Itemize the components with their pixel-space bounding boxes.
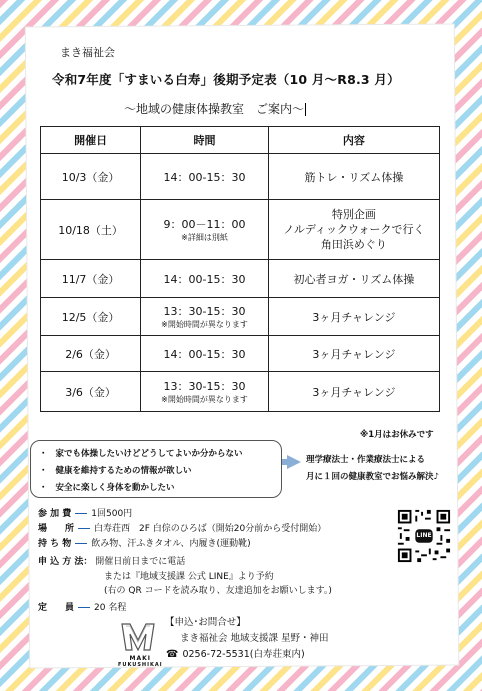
table-row <box>41 154 440 200</box>
table-row <box>41 260 440 298</box>
fee-row <box>38 506 132 519</box>
time-value: 14：00-15：30 <box>163 170 246 184</box>
logo-line: FUKUSHIKAI <box>118 662 163 668</box>
content-line: 特別企画 <box>331 208 376 221</box>
list-item <box>39 481 175 493</box>
solution-line: 月に１回の健康教室でお悩み解決♪ <box>306 472 439 482</box>
bullet-icon: ・ <box>39 466 48 476</box>
place-label: 場 所 <box>38 524 75 534</box>
concerns-bubble <box>30 440 282 498</box>
underline-mark <box>78 528 90 529</box>
content-line: 角田浜めぐり <box>320 238 387 251</box>
time-value: 14：00-15：30 <box>163 272 246 286</box>
content-line: 3ヶ月チャレンジ <box>312 310 396 324</box>
content-line: 筋トレ・リズム体操 <box>304 170 404 184</box>
content-cell <box>268 372 439 412</box>
logo-line: MAKI <box>129 655 152 662</box>
schedule-table <box>40 126 440 412</box>
apply-line-2: または『地域支援課 公式 LINE』より予約 <box>104 572 274 582</box>
apply-row <box>38 554 185 567</box>
place-value: 白寿荘西 2F 白倧のひろば（開始20分前から受付開始） <box>94 524 327 534</box>
concern-text: 安全に楽しく身体を動かしたい <box>55 483 175 493</box>
time-cell <box>141 298 269 336</box>
date-cell: 11/7（金） <box>41 260 141 298</box>
contact-phone-row <box>166 646 305 660</box>
solution-line: 理学療法士・作業療法士による <box>306 455 426 465</box>
time-cell <box>141 260 269 298</box>
time-note: ※開始時間が異なります <box>161 395 248 404</box>
table-row <box>41 200 440 260</box>
date-cell: 2/6（金） <box>41 336 141 372</box>
arrow-right-icon <box>287 455 301 469</box>
contact-heading: 【申込･お問合せ】 <box>165 617 246 628</box>
capacity-row <box>38 600 126 613</box>
fee-value: 1回500円 <box>91 509 133 519</box>
content-cell <box>268 298 439 336</box>
content-cell <box>268 260 439 298</box>
time-value: 14：00-15：30 <box>163 347 246 361</box>
time-value: 13：30-15：30 <box>163 380 246 393</box>
underline-mark <box>75 543 87 544</box>
bullet-icon: ・ <box>39 483 48 493</box>
holiday-note: ※1月はお休みです <box>360 430 434 440</box>
time-cell <box>141 372 269 412</box>
organization-name: まき福祉会 <box>60 46 115 59</box>
maki-logo-icon <box>120 620 156 656</box>
items-row <box>38 536 251 549</box>
solution-note <box>306 452 439 486</box>
underline-mark <box>75 513 87 514</box>
qr-line-label: LINE <box>416 532 432 539</box>
table-row <box>41 372 440 412</box>
content-line: 3ヶ月チャレンジ <box>312 385 396 399</box>
time-cell <box>141 336 269 372</box>
capacity-label: 定 員 <box>38 603 75 613</box>
bullet-icon: ・ <box>39 449 48 459</box>
date-cell: 3/6（金） <box>41 372 141 412</box>
date-cell: 10/18（土） <box>41 200 141 260</box>
phone-icon: ☎ <box>166 649 179 660</box>
page-subtitle-text: 〜地域の健康体操教室 ご案内〜 <box>124 102 305 116</box>
date-cell: 10/3（金） <box>41 154 141 200</box>
apply-label: 申 込 方 法： <box>38 557 93 567</box>
time-cell <box>141 200 269 260</box>
contact-org: まき福祉会 地域支援課 星野・神田 <box>180 633 329 644</box>
content-line: ノルディックウォークで行く <box>283 223 425 236</box>
time-value: 13：30-15：30 <box>163 305 246 318</box>
time-note: ※詳細は別紙 <box>181 233 228 242</box>
content-cell <box>268 154 439 200</box>
time-value: 9：00－11：00 <box>163 218 246 231</box>
column-header-date: 開催日 <box>41 127 141 154</box>
apply-line-3: (右の QR コードを読み取り、友達追加をお願いします。) <box>104 586 332 596</box>
list-item <box>39 447 243 459</box>
capacity-value: 20 名程 <box>94 603 127 613</box>
concern-text: 健康を維持するための情報が欲しい <box>55 466 192 476</box>
table-row <box>41 336 440 372</box>
content-cell <box>268 336 439 372</box>
underline-mark <box>78 607 90 608</box>
time-note: ※開始時間が異なります <box>161 320 248 329</box>
text-cursor <box>305 103 306 116</box>
logo-wordmark <box>118 655 163 669</box>
content-line: 3ヶ月チャレンジ <box>312 347 396 361</box>
concern-text: 家でも体操したいけどどうしてよいか分からない <box>55 449 243 459</box>
list-item <box>39 464 192 476</box>
date-cell: 12/5（金） <box>41 298 141 336</box>
items-label: 持 ち 物 <box>38 539 72 549</box>
content-line: 初心者ヨガ・リズム体操 <box>293 272 415 286</box>
place-row <box>38 521 326 534</box>
contact-phone[interactable]: 0256-72-5531(白寿荘東内) <box>182 649 305 660</box>
page-title: 令和7年度「すまいる白寿」後期予定表（10 月〜R8.3 月） <box>52 72 400 87</box>
content-cell <box>268 200 439 260</box>
time-cell <box>141 154 269 200</box>
line-qr-code[interactable] <box>396 508 452 564</box>
table-row <box>41 298 440 336</box>
items-value: 飲み物、汗ふきタオル、内履き(運動靴) <box>91 539 251 549</box>
apply-value: 開催日前日までに電話 <box>95 557 186 567</box>
column-header-content: 内容 <box>268 127 439 154</box>
fee-label: 参 加 費 <box>38 509 72 519</box>
column-header-time: 時間 <box>141 127 269 154</box>
table-header-row <box>41 127 440 154</box>
page-subtitle <box>124 100 306 117</box>
